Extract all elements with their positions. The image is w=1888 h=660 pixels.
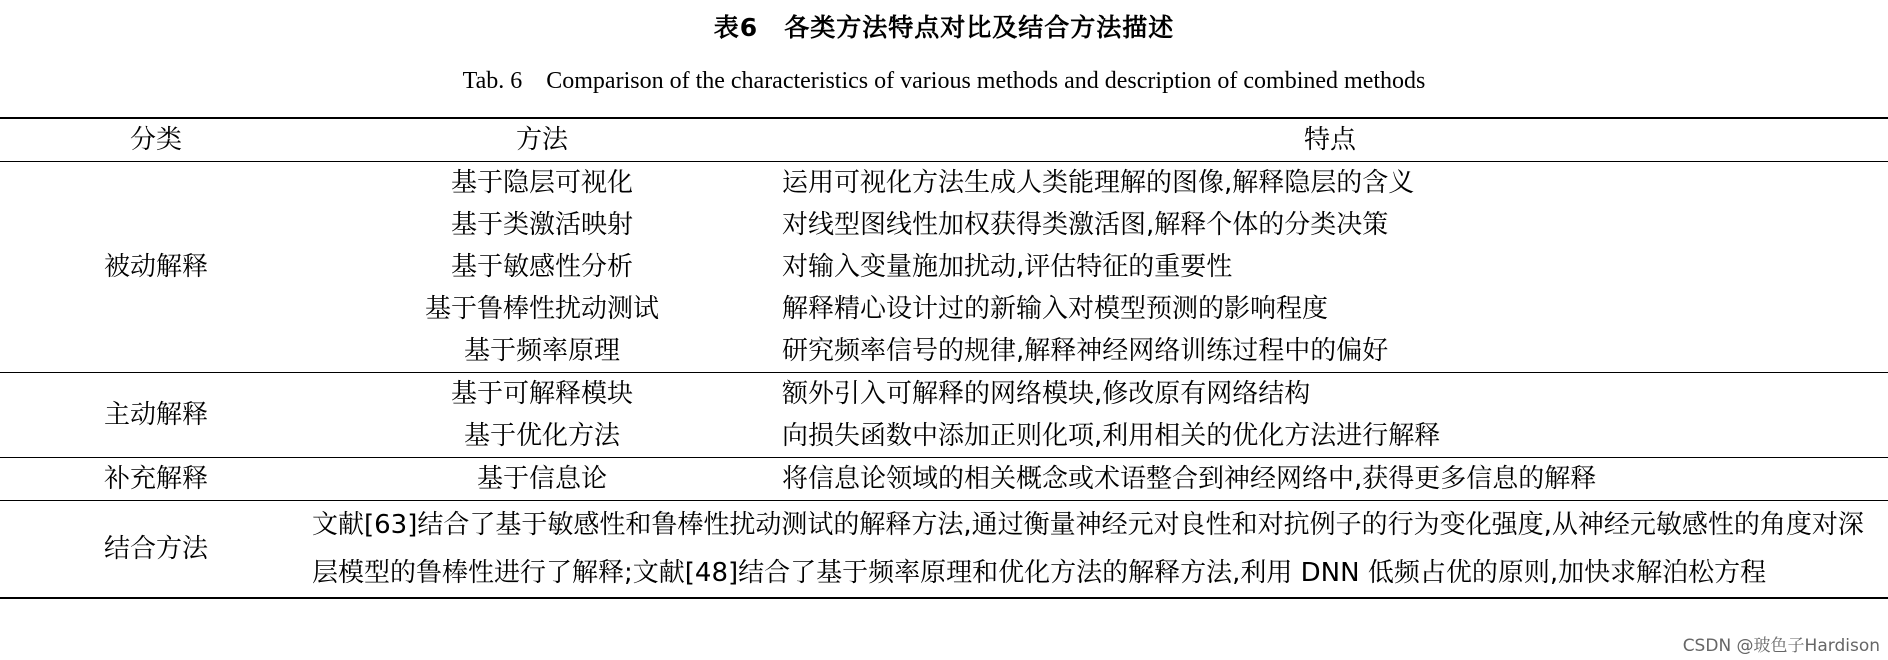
watermark: CSDN @玻色子Hardison (1682, 636, 1880, 656)
feature-cell: 对线型图线性加权获得类激活图,解释个体的分类决策 (782, 210, 1389, 240)
table-title-en: Tab. 6 Comparison of the characteristics of various methods and description of combined methods (462, 68, 1426, 94)
table-row (0, 501, 1888, 599)
combined-description: 文献[63]结合了基于敏感性和鲁棒性扰动测试的解释方法,通过衡量神经元对良性和对抗例子的行为变化强度,从神经元敏感性的角度对深层模型的鲁棒性进行了解释;文献[48]结合了基于频率原理和优化方法的解释方法,利用 DNN 低频占优的原则,加快求解泊松方程 (312, 510, 1864, 588)
category-cell: 结合方法 (103, 534, 208, 564)
feature-cell: 额外引入可解释的网络模块,修改原有网络结构 (782, 379, 1311, 409)
method-cell: 基于鲁棒性扰动测试 (424, 294, 659, 324)
method-cell: 基于隐层可视化 (450, 168, 633, 198)
table-row (0, 162, 1888, 205)
header-category: 分类 (129, 125, 182, 155)
category-cell: 被动解释 (103, 252, 208, 282)
table-row (0, 373, 1888, 416)
feature-cell: 对输入变量施加扰动,评估特征的重要性 (782, 252, 1233, 282)
table-title-cn: 表6 各类方法特点对比及结合方法描述 (713, 13, 1175, 42)
feature-cell: 将信息论领域的相关概念或术语整合到神经网络中,获得更多信息的解释 (782, 464, 1597, 494)
category-cell: 补充解释 (103, 464, 208, 494)
method-cell: 基于敏感性分析 (450, 252, 633, 282)
method-cell: 基于信息论 (476, 464, 607, 494)
header-method: 方法 (515, 125, 568, 155)
method-cell: 基于优化方法 (463, 421, 620, 451)
method-cell: 基于类激活映射 (450, 210, 633, 240)
feature-cell: 解释精心设计过的新输入对模型预测的影响程度 (782, 294, 1329, 324)
header-feature: 特点 (1303, 125, 1356, 155)
method-cell: 基于频率原理 (463, 336, 620, 366)
feature-cell: 运用可视化方法生成人类能理解的图像,解释隐层的含义 (782, 168, 1415, 198)
feature-cell: 研究频率信号的规律,解释神经网络训练过程中的偏好 (782, 336, 1389, 366)
table-header-row (0, 118, 1888, 162)
category-cell: 主动解释 (103, 400, 208, 430)
method-cell: 基于可解释模块 (450, 379, 633, 409)
feature-cell: 向损失函数中添加正则化项,利用相关的优化方法进行解释 (782, 421, 1441, 451)
table-row (0, 458, 1888, 501)
comparison-table (0, 117, 1888, 599)
